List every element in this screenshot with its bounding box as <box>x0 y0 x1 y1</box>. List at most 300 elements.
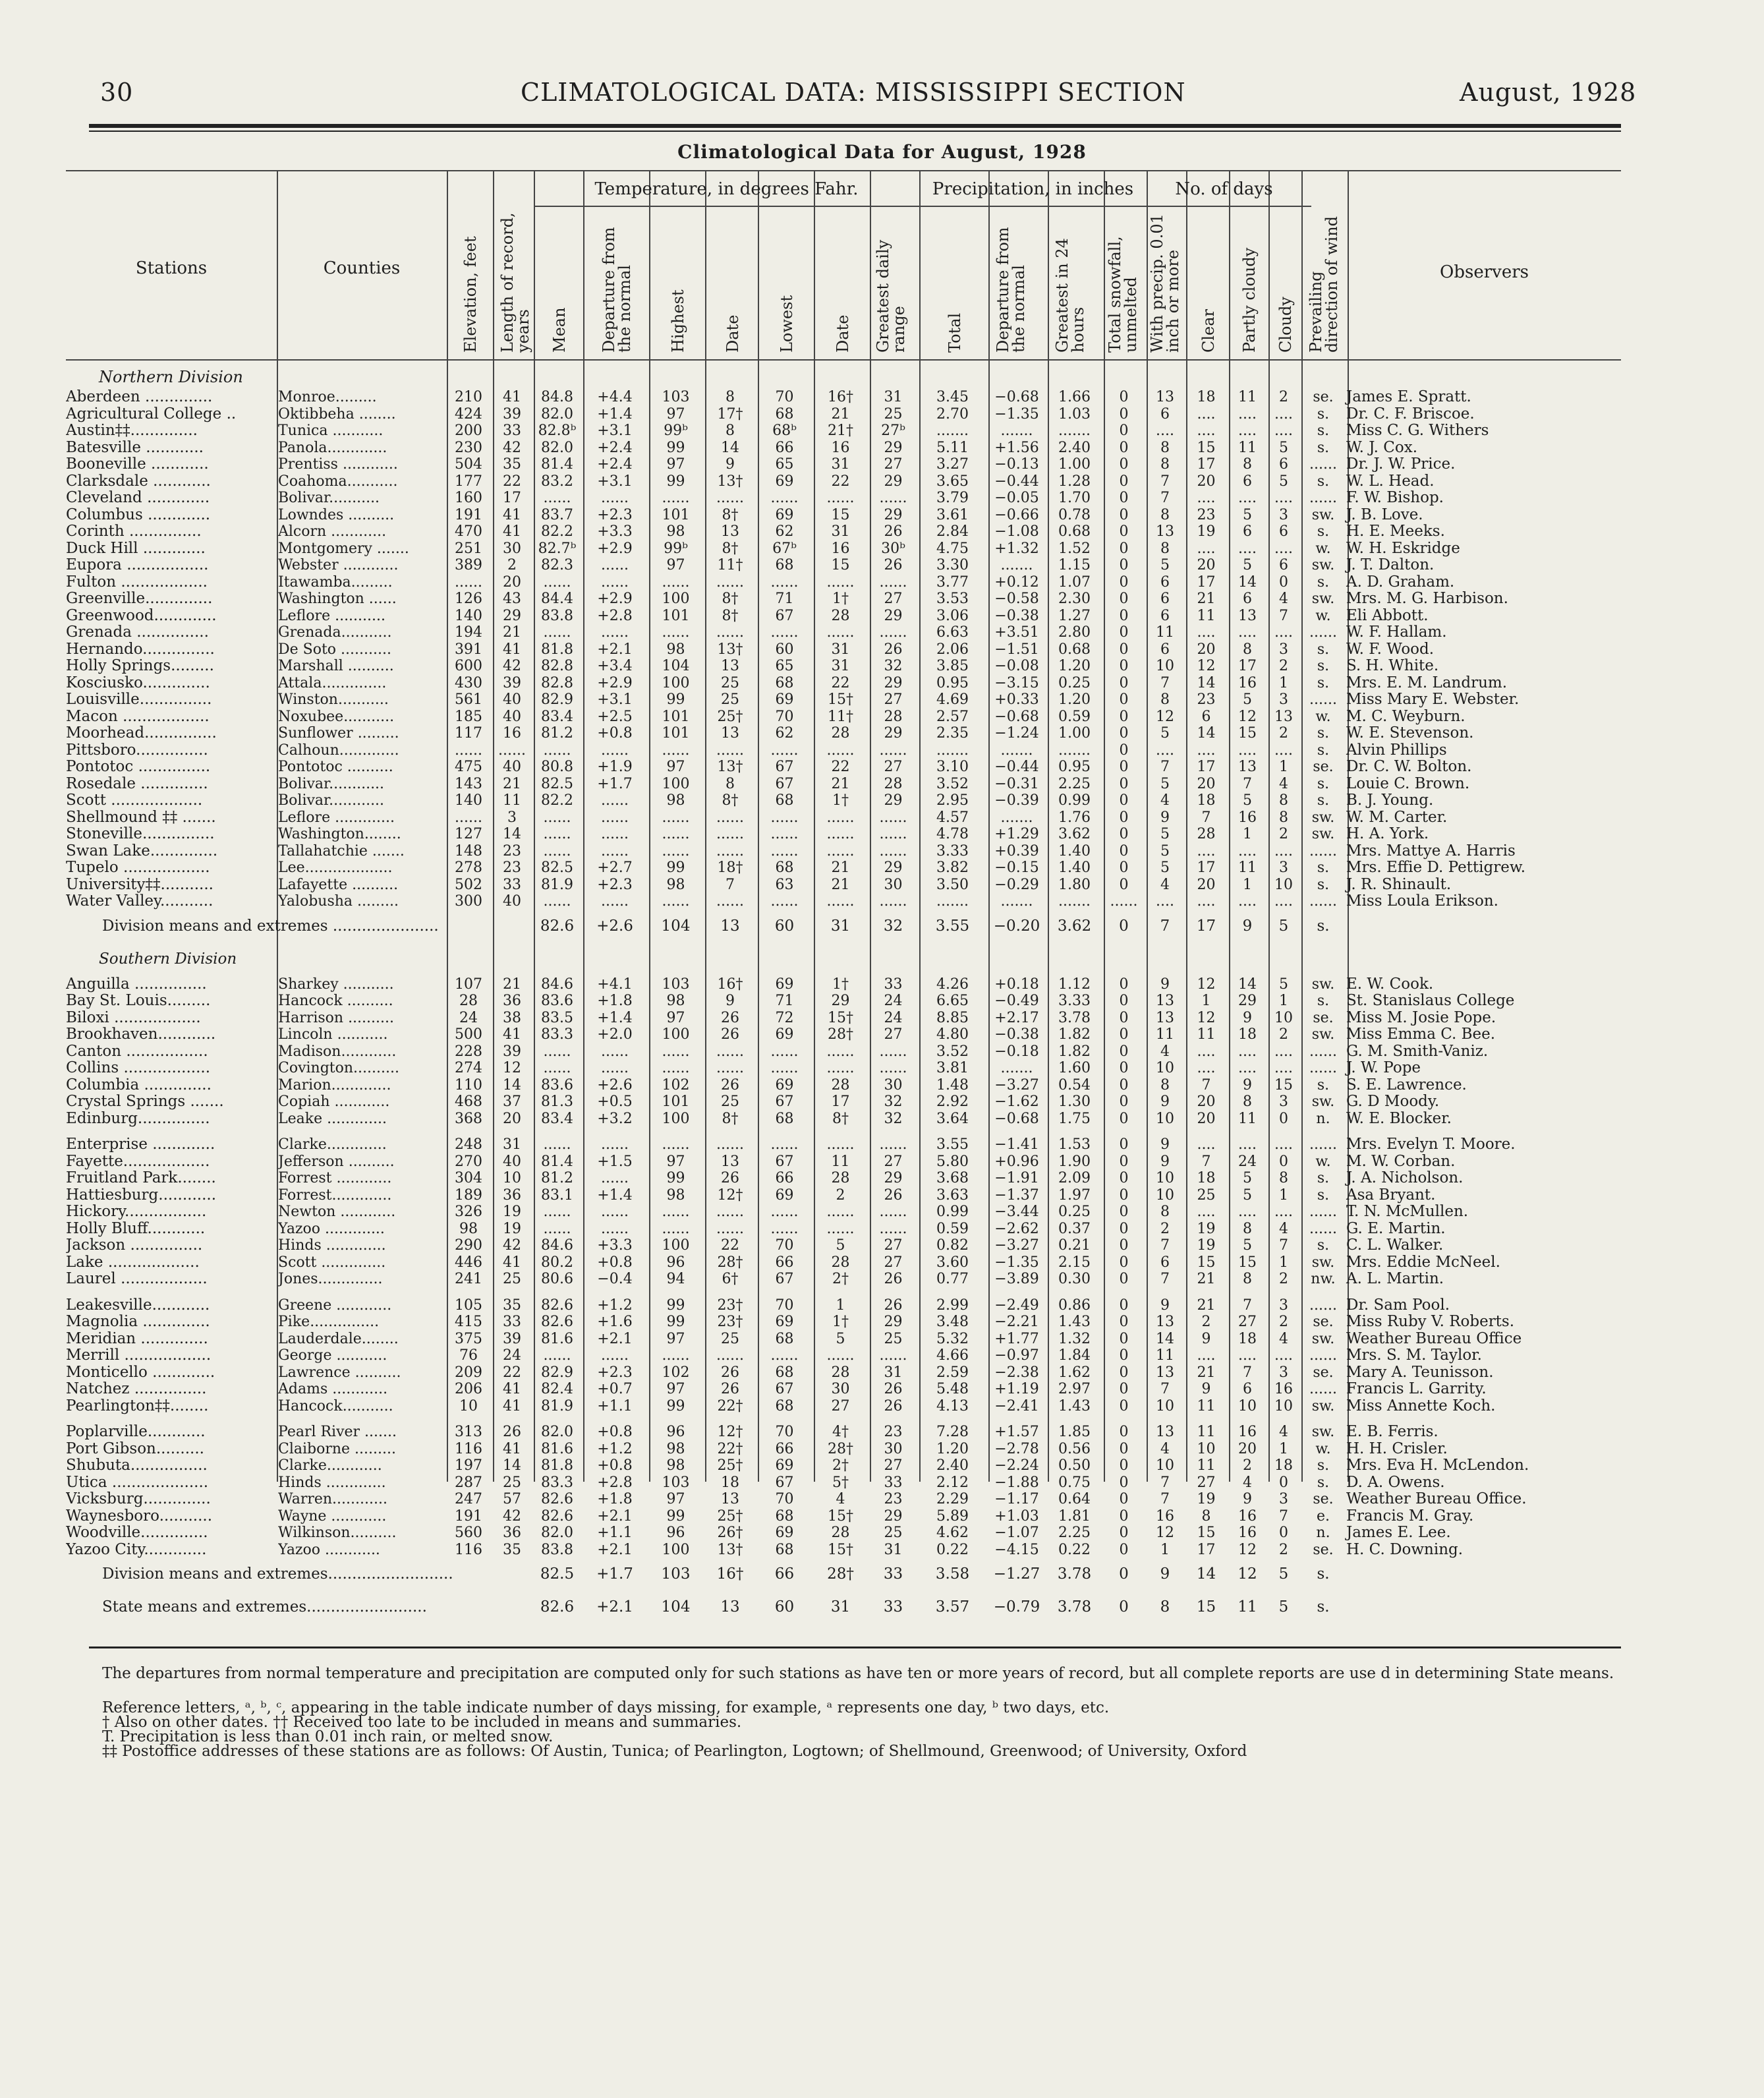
data-cell: 18 <box>721 1474 739 1491</box>
table-row <box>66 1542 1529 1559</box>
data-cell: 2 <box>1279 1026 1288 1043</box>
data-cell: +1.8 <box>597 993 633 1009</box>
data-cell: 20 <box>1238 1440 1257 1457</box>
data-cell: 3.64 <box>936 1110 969 1127</box>
data-cell: 97 <box>666 405 685 423</box>
table-row <box>66 776 1529 793</box>
table-row <box>66 675 1529 692</box>
data-cell: 72 <box>775 1009 794 1026</box>
data-cell: 17 <box>1197 456 1216 473</box>
data-cell: 4 <box>1279 775 1288 792</box>
data-cell: 228 <box>455 1043 482 1060</box>
table-row <box>66 1364 1529 1382</box>
data-cell: 3.63 <box>936 1186 969 1204</box>
means-cell: +2.6 <box>596 917 633 935</box>
data-cell: 100 <box>662 591 690 607</box>
precipitation-group-header: Precipitation, in inches <box>932 179 1134 199</box>
data-cell: 1.43 <box>1058 1314 1091 1330</box>
data-cell: −1.91 <box>994 1170 1039 1186</box>
data-cell: 143 <box>455 775 482 792</box>
data-cell: +1.29 <box>994 826 1039 842</box>
data-cell: 8 <box>1160 1076 1170 1093</box>
data-cell: ....... <box>936 893 969 910</box>
table-row <box>66 1153 1529 1171</box>
table-row <box>66 843 1529 860</box>
data-cell: 5† <box>832 1474 849 1491</box>
county-name: Lawrence .......... <box>278 1364 401 1381</box>
data-cell: 424 <box>455 405 482 423</box>
data-cell: 104 <box>662 658 690 674</box>
data-cell: 33 <box>884 1474 903 1491</box>
data-cell: +2.9 <box>597 591 633 607</box>
means-cell: 28† <box>827 1565 854 1583</box>
data-cell: 1.40 <box>1058 860 1091 876</box>
page-date: August, 1928 <box>1460 78 1637 107</box>
data-cell: 0 <box>1119 826 1129 842</box>
means-cell: 11 <box>1238 1598 1257 1616</box>
data-cell: 42 <box>503 658 521 674</box>
data-cell: +2.3 <box>597 506 633 523</box>
data-cell: 0 <box>1119 405 1129 423</box>
data-cell: 4.69 <box>936 691 969 708</box>
data-cell: 27 <box>884 591 903 607</box>
station-name: Pittsboro............... <box>66 742 208 759</box>
data-cell: 0 <box>1119 1457 1129 1474</box>
data-cell: 7.28 <box>936 1424 969 1440</box>
observer-name: W. H. Eskridge <box>1346 539 1460 557</box>
data-cell: −1.17 <box>994 1491 1039 1507</box>
data-cell: 83.2 <box>541 473 573 490</box>
data-cell: 4 <box>1243 1474 1252 1491</box>
station-name: Greenville.............. <box>66 591 213 607</box>
data-cell: 6 <box>1243 473 1252 490</box>
data-cell: 4.13 <box>936 1397 969 1414</box>
data-cell: ...... <box>601 1347 629 1364</box>
means-cell: 33 <box>883 1598 903 1616</box>
table-row <box>66 1314 1529 1331</box>
data-cell: 62 <box>775 523 794 540</box>
data-cell: ...... <box>498 742 526 759</box>
table-row <box>66 1424 1529 1441</box>
data-cell: ...... <box>662 1043 690 1060</box>
data-cell: 8 <box>1279 792 1288 809</box>
data-cell: 13 <box>1238 607 1257 624</box>
observer-name: E. B. Ferris. <box>1346 1423 1438 1440</box>
data-cell: 194 <box>455 624 482 641</box>
table-row <box>66 1331 1529 1348</box>
data-cell: 10 <box>1274 876 1293 893</box>
data-cell: 3.06 <box>936 607 969 624</box>
data-cell: 0 <box>1119 389 1129 405</box>
station-name: Pearlington‡‡........ <box>66 1397 209 1414</box>
data-cell: 9 <box>1160 1136 1170 1153</box>
data-cell: −0.29 <box>994 876 1039 893</box>
data-cell: 7 <box>1201 1153 1211 1170</box>
observer-name: M. C. Weyburn. <box>1346 707 1465 725</box>
data-cell: 2† <box>832 1457 849 1474</box>
data-cell: 103 <box>662 1474 690 1491</box>
county-name: Winston........... <box>278 691 389 708</box>
station-name: Edinburg............... <box>66 1110 210 1127</box>
data-cell: 197 <box>455 1457 482 1474</box>
data-cell: 19 <box>503 1220 521 1237</box>
data-cell: 14 <box>1197 725 1216 742</box>
means-cell: 0 <box>1119 917 1129 935</box>
data-cell: 0.25 <box>1058 674 1091 691</box>
data-cell: 27ᵇ <box>881 423 905 439</box>
data-cell: 375 <box>455 1330 482 1347</box>
data-cell: 67 <box>775 759 794 775</box>
date-header: Date <box>724 314 742 353</box>
data-cell: ...... <box>826 1060 855 1076</box>
station-name: Holly Springs......... <box>66 658 214 674</box>
data-cell: ...... <box>716 1136 744 1153</box>
data-cell: 82.2 <box>541 523 573 540</box>
county-name: Leflore ........... <box>278 607 386 624</box>
table-row <box>66 1204 1529 1221</box>
data-cell: 5 <box>1243 691 1252 708</box>
data-cell: 2.25 <box>1058 1525 1091 1541</box>
data-cell: 20 <box>1197 775 1216 792</box>
data-cell: 2 <box>1243 1457 1252 1474</box>
data-cell: 82.9 <box>541 1364 573 1381</box>
data-cell: se. <box>1313 1009 1334 1026</box>
data-cell: 17 <box>503 490 521 506</box>
data-cell: 1 <box>1201 993 1211 1009</box>
data-cell: 2 <box>1279 725 1288 742</box>
observer-name: Francis L. Garrity. <box>1346 1380 1487 1397</box>
county-name: Leake ............. <box>278 1110 387 1127</box>
data-cell: 10 <box>1197 1440 1216 1457</box>
data-cell: 99 <box>666 1314 685 1330</box>
observer-name: Mrs. E. M. Landrum. <box>1346 674 1508 691</box>
data-cell: 21 <box>1197 591 1216 607</box>
data-cell: −0.68 <box>994 708 1039 725</box>
data-cell: −1.08 <box>994 523 1039 540</box>
data-cell: 7 <box>1160 1474 1170 1491</box>
data-cell: ...... <box>543 809 571 826</box>
data-cell: 3.77 <box>936 573 969 591</box>
table-row <box>66 759 1529 776</box>
data-cell: −3.27 <box>994 1237 1039 1254</box>
data-cell: 14 <box>1238 573 1257 591</box>
data-cell: 2 <box>1279 389 1288 405</box>
data-cell: 28 <box>831 725 850 742</box>
station-name: Columbus ............. <box>66 506 211 523</box>
data-cell: 0 <box>1119 573 1129 591</box>
observer-name: J. B. Love. <box>1346 506 1423 523</box>
data-cell: −3.44 <box>994 1204 1039 1220</box>
data-cell: 25 <box>1197 1186 1216 1204</box>
station-name: Pontotoc ............... <box>66 759 211 775</box>
data-cell: 13 <box>1274 708 1293 725</box>
data-cell: 1.15 <box>1058 557 1091 573</box>
data-cell: 0 <box>1119 658 1129 674</box>
data-cell: 0 <box>1119 1491 1129 1507</box>
data-cell: 30 <box>884 1076 903 1093</box>
data-cell: 0 <box>1119 1076 1129 1093</box>
county-name: De Soto ........... <box>278 641 391 658</box>
data-cell: +0.5 <box>597 1093 633 1110</box>
data-cell: +2.0 <box>597 1026 633 1043</box>
data-cell: 5.48 <box>936 1381 969 1397</box>
data-cell: ...... <box>455 573 482 591</box>
data-cell: 25 <box>721 674 739 691</box>
stations-header: Stations <box>135 258 208 278</box>
data-cell: 126 <box>455 591 482 607</box>
county-name: Warren............ <box>278 1491 387 1507</box>
county-name: Clarke............ <box>278 1457 382 1474</box>
data-cell: 100 <box>662 1541 690 1558</box>
data-cell: 16 <box>1238 674 1257 691</box>
data-cell: 8 <box>1243 1220 1252 1237</box>
county-name: Marion............. <box>278 1076 391 1093</box>
data-cell: 7 <box>1160 473 1170 490</box>
data-cell: sw. <box>1311 976 1335 993</box>
data-cell: 1.12 <box>1058 976 1091 993</box>
means-cell: 31 <box>830 917 851 935</box>
data-cell: 12 <box>1197 1009 1216 1026</box>
record-header: Length of record, years <box>498 212 532 353</box>
data-cell: 13 <box>721 1153 739 1170</box>
data-cell: 5 <box>836 1237 845 1254</box>
data-cell: 83.7 <box>541 506 573 523</box>
data-cell: .... <box>1238 423 1257 439</box>
data-cell: sw. <box>1311 1254 1335 1271</box>
data-cell: 98 <box>666 1186 685 1204</box>
data-cell: .... <box>1238 540 1257 557</box>
data-cell: 0 <box>1119 1364 1129 1381</box>
data-cell: 304 <box>455 1170 482 1186</box>
data-cell: .... <box>1274 1136 1293 1153</box>
data-cell: 0 <box>1119 1254 1129 1271</box>
elevation-header: Elevation, feet <box>461 236 480 353</box>
data-cell: ...... <box>716 742 744 759</box>
data-cell: 9 <box>1160 1297 1170 1314</box>
table-row <box>66 1254 1529 1271</box>
data-cell: 26 <box>884 1297 903 1314</box>
data-cell: 0 <box>1119 557 1129 573</box>
snowfall-header: Total snowfall, unmelted <box>1106 236 1140 353</box>
observer-name: Miss M. Josie Pope. <box>1346 1008 1496 1026</box>
data-cell: −1.62 <box>994 1093 1039 1110</box>
data-cell: +1.2 <box>597 1297 633 1314</box>
data-cell: .... <box>1197 1204 1216 1220</box>
data-cell: 4 <box>1279 591 1288 607</box>
data-cell: 8† <box>722 1110 739 1127</box>
data-cell: 3.48 <box>936 1314 969 1330</box>
data-cell: 1.76 <box>1058 809 1091 826</box>
data-cell: s. <box>1317 993 1330 1009</box>
data-cell: 12 <box>1156 708 1174 725</box>
data-cell: +0.12 <box>994 573 1039 591</box>
data-cell: 6 <box>1201 708 1211 725</box>
county-name: Leflore ............. <box>278 809 395 826</box>
data-cell: ...... <box>716 809 744 826</box>
data-cell: 100 <box>662 1026 690 1043</box>
means-cell: 13 <box>720 917 740 935</box>
data-cell: 97 <box>666 1330 685 1347</box>
county-name: Grenada........... <box>278 624 392 641</box>
data-cell: 26 <box>721 1009 739 1026</box>
means-cell: 8 <box>1160 1598 1170 1616</box>
data-cell: 0 <box>1119 1440 1129 1457</box>
data-cell: ...... <box>716 1347 744 1364</box>
data-cell: 20 <box>1197 876 1216 893</box>
station-name: Agricultural College .. <box>66 405 237 423</box>
station-name: Scott ................... <box>66 792 203 809</box>
data-cell: +2.17 <box>994 1009 1039 1026</box>
data-cell: 82.6 <box>541 1507 573 1525</box>
county-name: Copiah ............ <box>278 1093 390 1110</box>
county-name: Claiborne ......... <box>278 1440 396 1457</box>
header-bottom-line <box>66 359 1621 361</box>
data-cell: 25 <box>503 1271 521 1287</box>
county-name: Webster ............ <box>278 557 399 573</box>
data-cell: ...... <box>601 826 629 842</box>
data-cell: 5 <box>1160 826 1170 842</box>
data-cell: 0 <box>1279 1110 1288 1127</box>
data-cell: 0 <box>1119 439 1129 456</box>
data-cell: 0 <box>1119 742 1129 759</box>
data-cell: 82.6 <box>541 1491 573 1507</box>
station-name: Aberdeen .............. <box>66 389 213 405</box>
data-cell: ...... <box>770 624 799 641</box>
data-cell: 31 <box>831 456 850 473</box>
means-cell: 104 <box>661 917 691 935</box>
observer-name: A. L. Martin. <box>1346 1270 1444 1287</box>
county-name: Sharkey ........... <box>278 976 394 993</box>
means-cell: s. <box>1317 917 1330 935</box>
data-cell: 19 <box>1197 1220 1216 1237</box>
data-cell: 13 <box>721 523 739 540</box>
data-cell: −2.21 <box>994 1314 1039 1330</box>
data-cell: 68ᵇ <box>772 423 797 439</box>
data-cell: .... <box>1197 540 1216 557</box>
data-cell: +3.1 <box>597 423 633 439</box>
data-cell: 101 <box>662 1093 690 1110</box>
data-cell: 0 <box>1119 1397 1129 1414</box>
data-cell: 24 <box>884 1009 903 1026</box>
data-cell: −2.49 <box>994 1297 1039 1314</box>
county-name: Bolivar............ <box>278 775 385 792</box>
data-cell: 6 <box>1160 405 1170 423</box>
data-cell: 101 <box>662 607 690 624</box>
means-cell: 9 <box>1242 917 1253 935</box>
data-cell: 11 <box>1197 1397 1216 1414</box>
data-cell: +1.8 <box>597 1491 633 1507</box>
data-cell: 8 <box>1243 641 1252 658</box>
data-cell: 1.00 <box>1058 725 1091 742</box>
data-cell: 6 <box>1243 1381 1252 1397</box>
table-row <box>66 574 1529 591</box>
data-cell: .... <box>1274 1043 1293 1060</box>
data-cell: .... <box>1197 742 1216 759</box>
county-name: Bolivar........... <box>278 490 380 506</box>
data-cell: 1 <box>1160 1541 1170 1558</box>
south-means-row <box>66 1558 1529 1591</box>
data-cell: 35 <box>503 1541 521 1558</box>
data-cell: .... <box>1197 842 1216 860</box>
data-cell: 3.61 <box>936 506 969 523</box>
station-name: Batesville ............ <box>66 439 204 456</box>
data-cell: ...... <box>879 1060 907 1076</box>
data-cell: 0 <box>1119 1043 1129 1060</box>
data-cell: 69 <box>775 473 794 490</box>
north-means-row <box>66 910 1529 943</box>
data-cell: 98 <box>666 1440 685 1457</box>
county-name: Bolivar............ <box>278 792 385 809</box>
data-cell: 0 <box>1119 423 1129 439</box>
data-cell: sw. <box>1311 1330 1335 1347</box>
data-cell: 41 <box>503 389 521 405</box>
data-cell: ...... <box>770 809 799 826</box>
data-cell: 38 <box>503 1009 521 1026</box>
data-cell: 11 <box>1156 624 1174 641</box>
data-cell: ...... <box>455 809 482 826</box>
data-cell: 4.26 <box>936 976 969 993</box>
data-cell: 278 <box>455 860 482 876</box>
data-cell: 10 <box>1238 1397 1257 1414</box>
data-cell: 68 <box>775 1330 794 1347</box>
data-cell: 0.21 <box>1058 1237 1091 1254</box>
data-cell: .... <box>1238 1136 1257 1153</box>
data-cell: 12 <box>1197 658 1216 674</box>
data-cell: 31 <box>831 658 850 674</box>
data-cell: 1.00 <box>1058 456 1091 473</box>
means-cell: −1.27 <box>993 1565 1040 1583</box>
data-cell: −3.27 <box>994 1076 1039 1093</box>
means-label: Division means and extremes ...................... <box>102 917 439 935</box>
data-cell: 22 <box>721 1237 739 1254</box>
data-cell: 28 <box>884 775 903 792</box>
header-top-line <box>66 170 1621 171</box>
station-name: Water Valley........... <box>66 893 213 910</box>
data-cell: +3.1 <box>597 473 633 490</box>
data-cell: 0.59 <box>936 1220 969 1237</box>
data-cell: 230 <box>455 439 482 456</box>
observer-name: G. D Moody. <box>1346 1093 1440 1110</box>
data-cell: 9 <box>1243 1009 1252 1026</box>
data-cell: w. <box>1315 1153 1331 1170</box>
data-cell: 0.82 <box>936 1237 969 1254</box>
data-cell: 83.1 <box>541 1186 573 1204</box>
data-cell: 41 <box>503 1254 521 1271</box>
data-cell: 8 <box>726 775 735 792</box>
data-cell: 82.0 <box>541 1525 573 1541</box>
data-cell: −0.4 <box>597 1271 633 1287</box>
data-cell: 8 <box>1279 809 1288 826</box>
table-row <box>66 523 1529 540</box>
data-cell: 4 <box>1160 876 1170 893</box>
table-row <box>66 1441 1529 1458</box>
data-cell: .... <box>1238 624 1257 641</box>
data-cell: +2.5 <box>597 708 633 725</box>
data-cell: 11 <box>1238 439 1257 456</box>
data-cell: 41 <box>503 641 521 658</box>
data-cell: 3.82 <box>936 860 969 876</box>
data-cell: 81.6 <box>541 1330 573 1347</box>
footnote-3: † Also on other dates. †† Received too late to be included in means and summaries. <box>102 1714 742 1731</box>
data-cell: 12† <box>717 1186 743 1204</box>
data-cell: 3 <box>1279 641 1288 658</box>
data-cell: 97 <box>666 557 685 573</box>
data-cell: 98 <box>666 792 685 809</box>
data-cell: 43 <box>503 591 521 607</box>
observer-name: W. F. Hallam. <box>1346 624 1447 641</box>
data-cell: +0.96 <box>994 1153 1039 1170</box>
county-name: Newton ............ <box>278 1204 396 1220</box>
